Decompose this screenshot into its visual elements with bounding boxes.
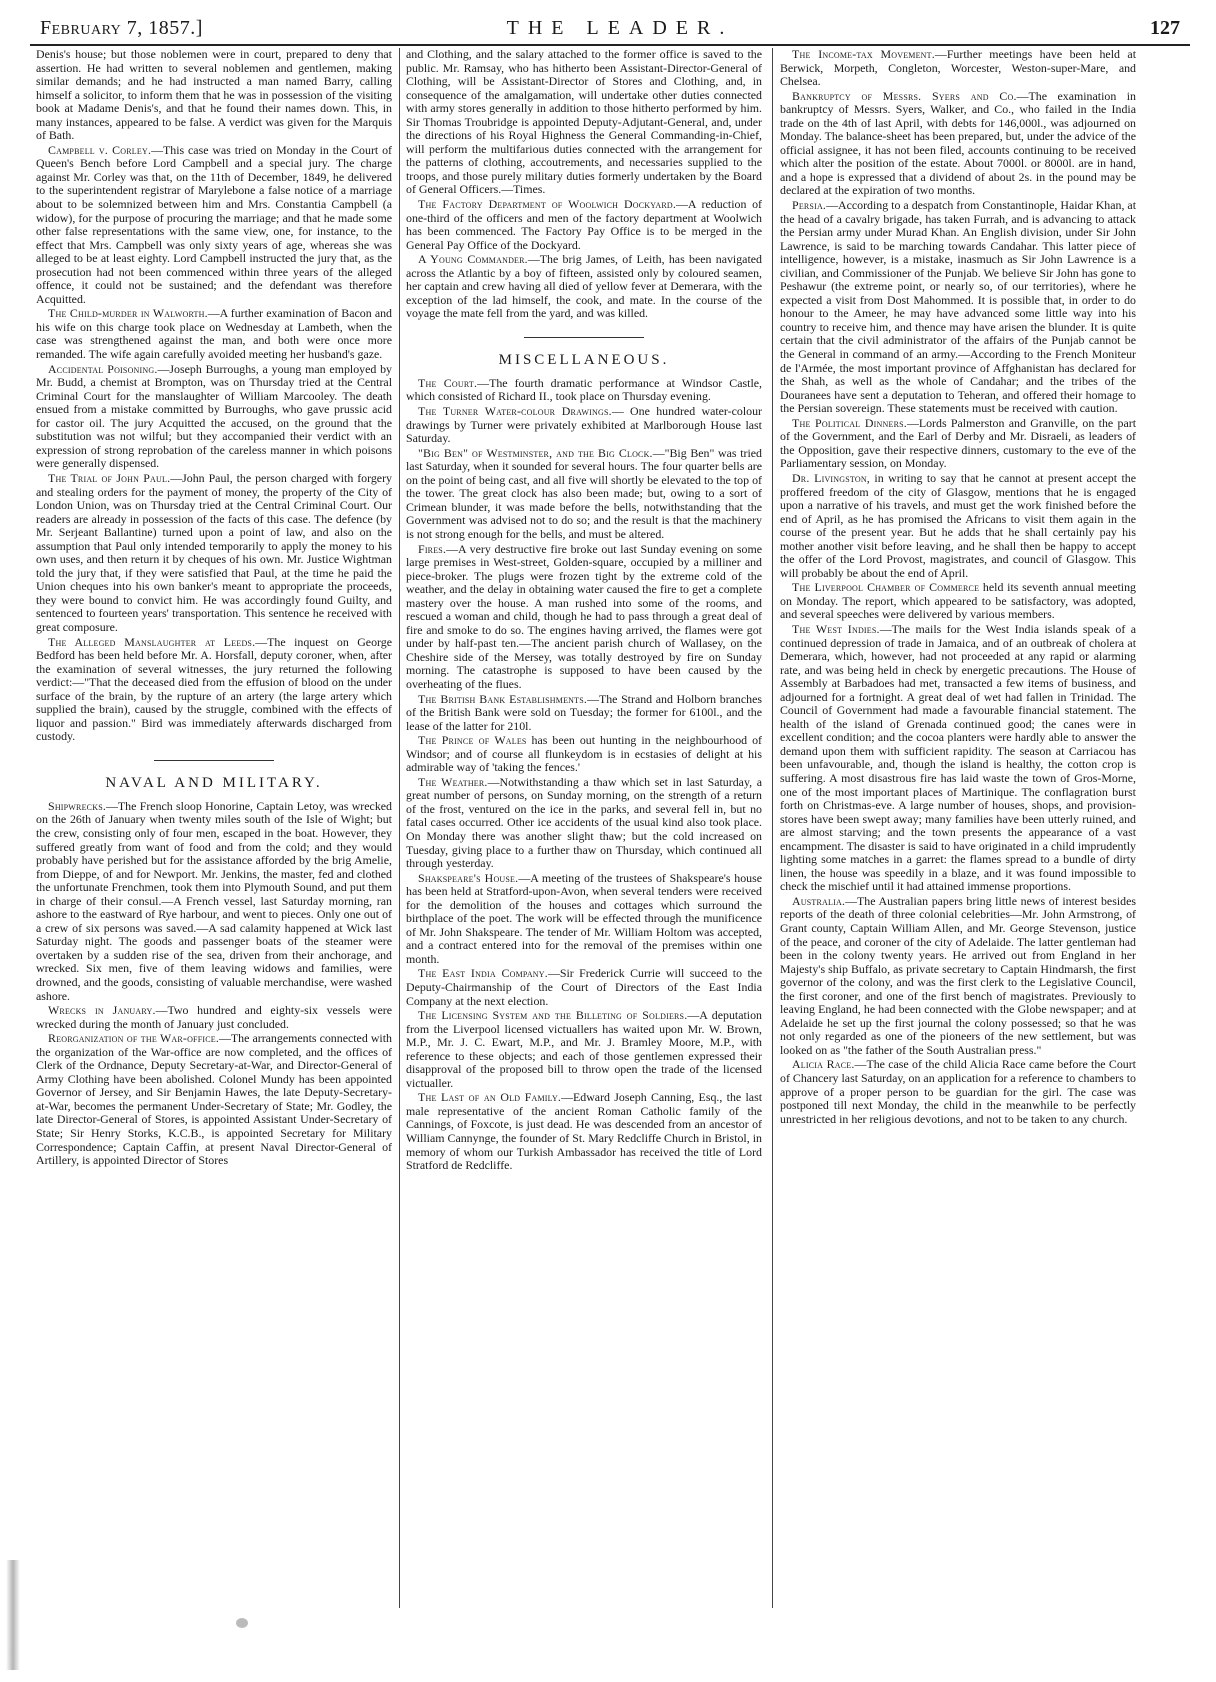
article-heading: The Child-murder in Walworth.: [48, 306, 208, 321]
article-paragraph: The Weather.—Notwithstanding a thaw which set in last Saturday, a great number of persons, on Sunday morning, on the strength of a return of the frost, ventured on the ice in the parks, and several fell in, but no fatal cases occurred. Other ice accidents of the usual kind also took place. On Monday there was another slight thaw; but the cold increased on Tuesday, giving place to a further thaw on Thursday, which continued all through yesterday.: [406, 774, 762, 871]
article-heading: A Young Commander.: [418, 252, 528, 267]
article-heading: Wrecks in January.: [48, 1003, 156, 1018]
article-paragraph: Bankruptcy of Messrs. Syers and Co.—The examination in bankruptcy of Messrs. Syers, Walker, and Co., who failed in the India trade on the 4th of last April, with debts for 146,000l., was adjourned on Monday. The balance-sheet has been prepared, but, under the advice of the official assignee, it has not been filed, accounts continuing to be received which alter the position of the estate. About 7000l. or 8000l. are in hand, and a hope is expressed that a dividend of about 2s. in the pound may be declared at the expiration of two months.: [780, 88, 1136, 198]
issue-date: February 7, 1857.]: [40, 17, 203, 39]
column-1: [36, 48, 392, 1660]
article-heading: "Big Ben" of Westminster, and the Big Clock.: [418, 445, 653, 460]
section-rule: [154, 760, 274, 761]
article-heading: The East India Company.: [418, 966, 548, 981]
article-paragraph: Alicia Race.—The case of the child Alicia Race came before the Court of Chancery last Saturday, on an application for a reference to chambers to approve of a proper person to be guardian for the girl. The case was postponed till next Monday, the child in the meanwhile to be perfectly unrestricted in her religious devotions, and not to be taken to any church.: [780, 1057, 1136, 1126]
newspaper-title: THE LEADER.: [506, 17, 734, 39]
article-heading: Campbell v. Corley.: [48, 142, 152, 157]
masthead: [30, 16, 1190, 42]
article-heading: The Alleged Manslaughter at Leeds.: [48, 634, 256, 649]
article-heading: The West Indies.: [792, 621, 880, 636]
section-title-miscellaneous: MISCELLANEOUS.: [498, 351, 670, 368]
article-paragraph: Accidental Poisoning.—Joseph Burroughs, a young man employed by Mr. Budd, a chemist at Brompton, was on Thursday tried at the Central Criminal Court for the manslaughter of William Marcooley. The death ensued from a mistake committed by Burroughs, who gave prussic acid for castor oil. The jury Acquitted the accused, on the ground that the substitution was not wilful; but they accompanied their verdict with an expression of strong reprobation of the careless manner in which poisons were generally dispensed.: [36, 361, 392, 471]
article-heading: The Weather.: [418, 774, 488, 789]
scan-artifact: [6, 1560, 20, 1670]
article-paragraph: The Prince of Wales has been out hunting in the neighbourhood of Windsor; and of course all flunkeydom is in ecstasies of delight at his admirable way of 'taking the fences.': [406, 733, 762, 775]
article-paragraph: The Trial of John Paul.—John Paul, the person charged with forgery and stealing orders for the payment of money, the property of the City of London Union, was on Thursday tried at the Central Criminal Court. Our readers are already in possession of the facts of this case. The defence (by Mr. Serjeant Ballantine) turned upon a point of law, and also on the assumption that Paul only intended temporarily to apply the money to his own uses, and then return it by cheques of his own. Mr. Justice Wightman told the jury that, if they were satisfied that Paul, at the time he paid the Union cheques into his own banker's meant to appropriate the proceeds, they were bound to convict him. He was accordingly found Guilty, and sentenced to fourteen years' transportation. This sentence he received with great composure.: [36, 470, 392, 634]
article-heading: Shakspeare's House.: [418, 870, 519, 885]
page-number: 127: [1150, 17, 1180, 39]
article-heading: The Court.: [418, 375, 478, 390]
column-3: [780, 48, 1136, 1660]
column-divider: [399, 48, 400, 1608]
article-heading: The Licensing System and the Billeting of Soldiers.: [418, 1008, 688, 1023]
article-heading: Persia.: [792, 198, 827, 213]
article-paragraph: "Big Ben" of Westminster, and the Big Clock.—"Big Ben" was tried last Saturday, when it sounded for several hours. The four quarter bells are on the point of being cast, and all five will shortly be elevated to the top of the tower. The great clock has also been made; but, owing to a sort of Crimean blunder, it was made before the bells, notwithstanding that the Government was advised not to do so; and the result is that the machinery is not strong enough for the bells, and must be altered.: [406, 445, 762, 541]
article-paragraph: The Turner Water-colour Drawings.— One hundred water-colour drawings by Turner were privately exhibited at Marlborough House last Saturday.: [406, 404, 762, 446]
article-paragraph: Australia.—The Australian papers bring little news of interest besides reports of the death of three colonial celebrities—Mr. John Armstrong, of Grant county, Captain William Allen, and Mr. George Stevenson, justice of the peace, and coroner of the city of Adelaide. The latter gentleman had been in the colony twenty years. He arrived out from England in her Majesty's ship Buffalo, as private secretary to Captain Hindmarsh, the first governor of the colony, and was the first clerk to the Legislative Council, the first coroner, and one of the first bench of magistrates. Previously to leaving England, he had been connected with the Globe newspaper; and at Adelaide he set up the first journal the colony possessed; so that he was not only regarded as one of the pioneers of the new settlement, but was looked on as "the father of the South Australian press.": [780, 893, 1136, 1057]
article-heading: The British Bank Establishments.: [418, 691, 588, 706]
article-heading: Bankruptcy of Messrs. Syers and Co.: [792, 88, 1017, 103]
article-paragraph: Dr. Livingston, in writing to say that he cannot at present accept the proffered freedom of the city of Glasgow, mentions that he is engaged upon a narrative of his travels, and must get the work finished before the end of April, as he has promised the Africans to visit them again in the course of the present year. But he adds that he shall certainly pay his mother another visit before leaving, and he shall then be happy to accept the offer of the Lord Provost, magistrates, and council of Glasgow. This will probably be about the end of April.: [780, 470, 1136, 580]
article-paragraph: The Court.—The fourth dramatic performance at Windsor Castle, which consisted of Richard II., took place on Thursday evening.: [406, 375, 762, 404]
article-paragraph: The East India Company.—Sir Frederick Currie will succeed to the Deputy-Chairmanship of the Court of Directors of the East India Company at the next election.: [406, 966, 762, 1008]
article-paragraph: Reorganization of the War-office.—The arrangements connected with the organization of the War-office are now completed, and the offices of Clerk of the Ordnance, Deputy Secretary-at-War, and Director-General of Army Clothing have been abolished. Colonel Mundy has been appointed Governor of Jersey, and Sir Benjamin Hawes, the late Deputy-Secretary-at-War, becomes the permanent Under-Secretary of State; Mr. Godley, the late Director-General of Stores, is appointed Assistant Under-Secretary of State; Sir Henry Storks, K.C.B., is appointed Secretary for Military Correspondence; Captain Caffin, at present Naval Director-General of Artillery, is appointed Director of Stores: [36, 1031, 392, 1168]
article-heading: The Turner Water-colour Drawings.: [418, 404, 612, 419]
article-paragraph: The Political Dinners.—Lords Palmerston and Granville, on the part of the Government, and the Earl of Derby and Mr. Disraeli, as leaders of the Opposition, gave their respective dinners, customary to the eve of the Parliamentary session, on Monday.: [780, 415, 1136, 471]
article-paragraph: Persia.—According to a despatch from Constantinople, Haidar Khan, at the head of a cavalry brigade, has taken Furrah, and is advancing to attack the Persian army under Murad Khan. An English division, under Sir John Lawrence, is said to be marching towards Candahar. This latter piece of intelligence, however, is a mistake, inasmuch as Sir John Lawrence is a civilian, and Commissioner of the Punjab. We believe Sir John has gone to Peshawur (the extreme point, or nearly so, of our territories), where he expected a visit from Dost Mahommed. It is possible that, in order to do honour to the Ameer, he may have advanced some little way into his country to receive him, and thence may have arisen the blunder. It is quite certain that the civil administrator of the affairs of the Punjab cannot be the General in command of an army.—According to the French Moniteur de l'Armée, the most important province of Affghanistan has declared for the Shah, as well as the whole of Candahar; and the tribes of the Douranees have sent a deputation to Teheran, and offered their homage to the Persian sovereign. These statements must be received with caution.: [780, 198, 1136, 416]
article-paragraph: The West Indies.—The mails for the West India islands speak of a continued depression of trade in Jamaica, and of an outbreak of cholera at Demerara, which, however, had not proceeded at any rapid or alarming rate, and was being held in check by energetic precautions. The House of Assembly at Barbadoes had met, transacted a few items of business, and adjourned for a fortnight. A great deal of wet had fallen in Trinidad. The Council of Government had made a favourable financial statement. The health of the island of Grenada continued good; the canes were in excellent condition; and the cocoa planters were hardly able to answer the demand upon them with sufficient rapidity. The season at Carriacou has been unfavourable, and, though the island is healthy, the cotton crop is suffering. A most disastrous fire has laid waste the town of Gros-Morne, one of the most important places of Martinique. The conflagration burst forth on Christmas-eve. A large number of houses, shops, and provision-stores have been swept away; many families have been utterly ruined, and are almost starving; and the town presents the appearance of a vast encampment. The disaster is said to have originated in a child imprudently lighting some matches in a garret: the flames spread to a bundle of dirty linen, the house was speedily in a blaze, and it was found impossible to check the mischief until it had attained immense proportions.: [780, 621, 1136, 894]
section-title-naval: NAVAL AND MILITARY.: [105, 774, 323, 791]
article-paragraph: The Licensing System and the Billeting of Soldiers.—A deputation from the Liverpool licensed victuallers has waited upon Mr. W. Brown, M.P., Mr. J. C. Ewart, M.P., and Mr. J. Bramley Moore, M.P., with reference to these objects; and each of those gentlemen expressed their disapproval of the proposed bill to throw open the trade of the licensed victualler.: [406, 1008, 762, 1090]
article-heading: The Prince of Wales: [418, 733, 527, 748]
section-rule: [524, 337, 644, 338]
article-paragraph: The British Bank Establishments.—The Strand and Holborn branches of the British Bank were sold on Tuesday; the former for 6100l., and the lease of the latter for 210l.: [406, 691, 762, 733]
scan-artifact: [236, 1618, 248, 1628]
article-paragraph: A Young Commander.—The brig James, of Leith, has been navigated across the Atlantic by a boy of fifteen, assisted only by coloured seamen, her captain and crew having all died of yellow fever at Demerara, with the exception of the lad himself, the cook, and mate. In the course of the voyage the mate fell from the yard, and was killed.: [406, 252, 762, 321]
article-heading: Dr. Livingston,: [792, 470, 870, 485]
article-heading: Fires.: [418, 541, 447, 556]
article-paragraph: Shakspeare's House.—A meeting of the trustees of Shakspeare's house has been held at Stratford-upon-Avon, when several tenders were received for the demolition of the houses and cottages which surround the birthplace of the poet. The work will be effected through the munificence of Mr. John Shakspeare. The tender of Mr. William Holtom was accepted, and a contract entered into for the removal of the premises within one month.: [406, 870, 762, 966]
article-paragraph: The Liverpool Chamber of Commerce held its seventh annual meeting on Monday. The report, which appeared to be satisfactory, was adopted, and several speeches were delivered by various members.: [780, 580, 1136, 622]
article-heading: The Factory Department of Woolwich Dockyard.: [418, 197, 677, 212]
article-paragraph: Fires.—A very destructive fire broke out last Sunday evening on some large premises in West-street, Golden-square, occupied by a milliner and piece-broker. The plugs were frozen tight by the extreme cold of the weather, and the delay in obtaining water caused the fire to get a complete mastery over the house. A man rushed into some of the rooms, and rescued a woman and child, though he had to pass through a great deal of fire and smoke to do so. The engines having arrived, the flames were got under by half-past ten.—The ancient parish church of Wallasey, on the Cheshire side of the Mersey, was totally destroyed by fire on Sunday morning. The catastrophe is supposed to have been caused by the overheating of the flues.: [406, 541, 762, 691]
article-heading: The Trial of John Paul.: [48, 470, 171, 485]
header-rule: [30, 44, 1190, 46]
article-heading: The Political Dinners.: [792, 415, 907, 430]
article-heading: Alicia Race.: [792, 1057, 855, 1072]
article-heading: Shipwrecks.: [48, 798, 107, 813]
article-paragraph: The Factory Department of Woolwich Dockyard.—A reduction of one-third of the officers and men of the factory department at Woolwich has been commenced. The Factory Pay Office is to be merged in the General Pay Office of the Dockyard.: [406, 197, 762, 252]
article-paragraph: The Income-tax Movement.—Further meetings have been held at Berwick, Morpeth, Congleton, Worcester, Weston-super-Mare, and Chelsea.: [780, 48, 1136, 89]
article-paragraph: The Child-murder in Walworth.—A further examination of Bacon and his wife on this charge took place on Wednesday at Lambeth, when the case was strengthened against the man, and both were once more remanded. The wife again carefully avoided meeting her husband's gaze.: [36, 306, 392, 362]
article-paragraph: Campbell v. Corley.—This case was tried on Monday in the Court of Queen's Bench before Lord Campbell and a special jury. The charge against Mr. Corley was that, on the 11th of December, 1849, he delivered to the superintendent registrar of Marylebone a false notice of a marriage about to be solemnized between him and Mrs. Constantia Campbell (a widow), for the purpose of procuring the marriage; and that he made some other false representations with the same view, one, for instance, to the effect that Mrs. Campbell was only sixty years of age, whereas she was alleged to be at least eighty. Lord Campbell instructed the jury that, as the prosecution had not been commenced within three years of the alleged offence, it could not be sustained; and the defendant was therefore Acquitted.: [36, 142, 392, 306]
article-heading: Accidental Poisoning.: [48, 361, 158, 376]
article-heading: Reorganization of the War-office.: [48, 1031, 220, 1046]
article-heading: The Liverpool Chamber of Commerce: [792, 580, 980, 595]
article-heading: The Last of an Old Family.: [418, 1090, 562, 1105]
article-paragraph: The Alleged Manslaughter at Leeds.—The inquest on George Bedford has been held before Mr. A. Horsfall, deputy coroner, when, after the examination of several witnesses, the jury returned the following verdict:—"That the deceased died from the effusion of blood on the under surface of the brain, by the rupture of an artery (the large artery which supplied the brain), caused by the struggle, combined with the effects of liquor and passion." Bird was immediately afterwards discharged from custody.: [36, 634, 392, 744]
article-paragraph: Wrecks in January.—Two hundred and eighty-six vessels were wrecked during the month of January just concluded.: [36, 1003, 392, 1031]
column-divider: [772, 48, 773, 1608]
column-2: [406, 48, 762, 1660]
article-heading: Australia.: [792, 893, 846, 908]
article-paragraph: Denis's house; but those noblemen were in court, prepared to deny that assertion. He had written to several noblemen and gentlemen, making similar demands; and he had instructed a man named Barry, calling himself a solicitor, to inform them that he was in possession of the visiting book at Madame Denis's, and that he found their names down. This, in many instances, appeared to be false. A verdict was given for the Marquis of Bath.: [36, 48, 392, 143]
article-paragraph: Shipwrecks.—The French sloop Honorine, Captain Letoy, was wrecked on the 26th of January when twenty miles south of the Isle of Wight; but the crew, consisting only of four men, escaped in the boat. However, they suffered greatly from want of food and from the cold; and they would probably have perished but for the assistance afforded by the brig Amelie, from Dieppe, of and for Newport. Mr. Jenkins, the master, fed and clothed the unfortunate Frenchmen, took them into Plymouth Sound, and put them in charge of their consul.—A French vessel, last Saturday morning, ran ashore to the eastward of Rye harbour, and went to pieces. Only one out of a crew of six persons was saved.—A sad calamity happened at Wick last Saturday night. The goods and passenger boats of the steamer were overtaken by a sudden rise of the sea, driven from their anchorage, and wrecked. Six men, five of them leaving widows and families, were drowned, and the goods, consisting of valuable merchandise, were washed ashore.: [36, 798, 392, 1003]
article-paragraph: and Clothing, and the salary attached to the former office is saved to the public. Mr. Ramsay, who has hitherto been Assistant-Director-General of Clothing, will be Assistant-Director of Stores and Clothing, and, in consequence of the amalgamation, will undertake other duties connected with army stores generally in addition to those hitherto performed by him. Sir Thomas Troubridge is appointed Deputy-Adjutant-General, and, under the directions of his Royal Highness the General Commanding-in-Chief, will perform the multifarious duties connected with the arrangement for the patterns of clothing, accoutrements, and necessaries supplied to the troops, and those purely military duties formerly undertaken by the Board of General Officers.—Times.: [406, 48, 762, 197]
article-heading: The Income-tax Movement.: [792, 48, 935, 61]
article-paragraph: The Last of an Old Family.—Edward Joseph Canning, Esq., the last male representative of the ancient Roman Catholic family of the Cannings, of Foxcote, is just dead. He was descended from an ancestor of William Cannynge, the founder of St. Mary Redcliffe Church in Bristol, in memory of whom our Turkish Ambassador has received the title of Lord Stratford de Redcliffe.: [406, 1090, 762, 1173]
